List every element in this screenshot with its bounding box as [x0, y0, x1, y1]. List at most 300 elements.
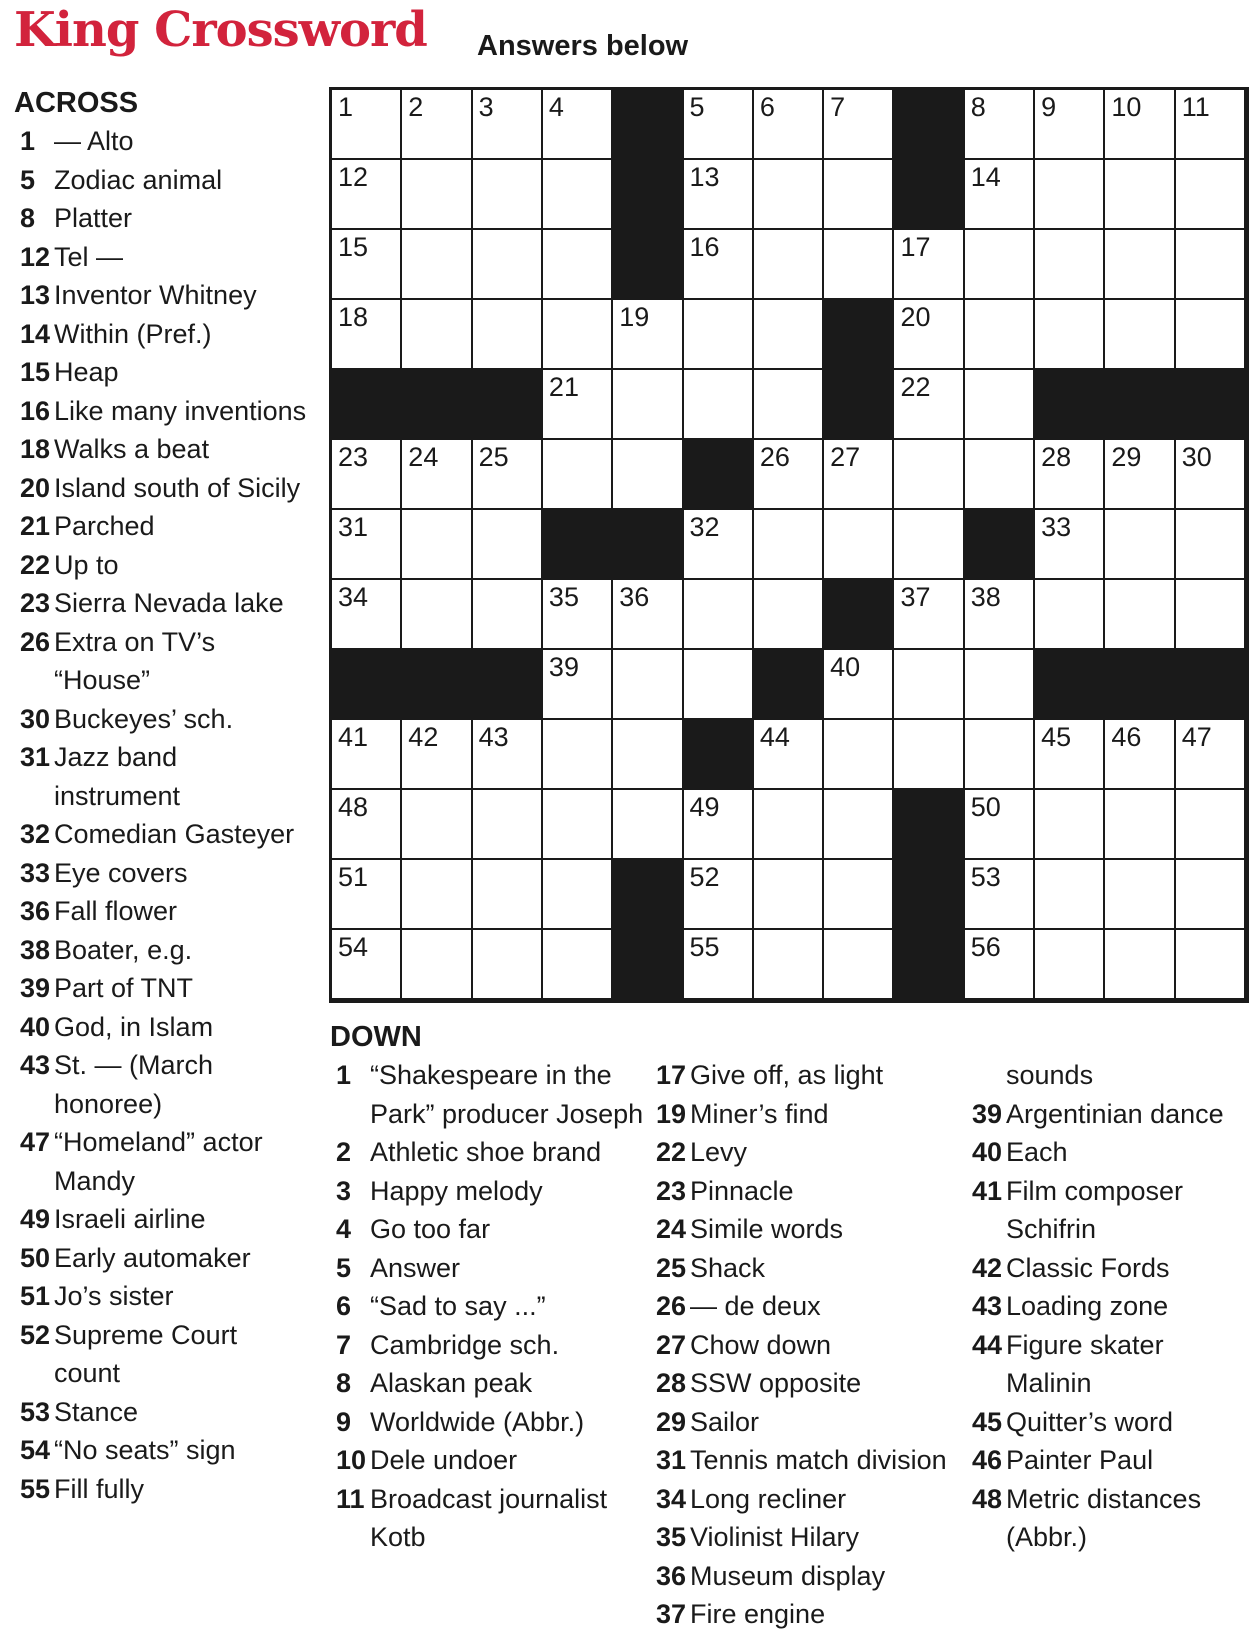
- grid-cell[interactable]: [894, 230, 964, 300]
- grid-cell[interactable]: [894, 370, 964, 440]
- cell-number: 39: [548, 652, 579, 682]
- grid-cell[interactable]: [543, 720, 613, 790]
- clue-item: [966, 1056, 1256, 1095]
- grid-cell[interactable]: [1105, 510, 1175, 580]
- grid-cell[interactable]: [754, 90, 824, 160]
- grid-cell[interactable]: [1176, 160, 1246, 230]
- cell-number: 12: [338, 162, 369, 192]
- clue-text: Tel —: [54, 241, 124, 272]
- grid-cell[interactable]: [1105, 300, 1175, 370]
- grid-cell[interactable]: [543, 300, 613, 370]
- clue-text: Figure skater Malinin: [1006, 1329, 1164, 1398]
- grid-cell[interactable]: [684, 370, 754, 440]
- grid-cell[interactable]: [684, 580, 754, 650]
- grid-cell[interactable]: [402, 510, 472, 580]
- clue-item: [14, 892, 314, 931]
- cell-number: 56: [970, 932, 1001, 962]
- grid-cell[interactable]: [1176, 860, 1246, 930]
- grid-black-square: [613, 510, 683, 580]
- down-clue-list: [966, 1056, 1256, 1557]
- grid-cell[interactable]: [402, 440, 472, 510]
- grid-black-square: [613, 90, 683, 160]
- grid-cell[interactable]: [1035, 790, 1105, 860]
- grid-cell[interactable]: [613, 370, 683, 440]
- cell-number: 40: [830, 652, 861, 682]
- clue-text: Comedian Gasteyer: [54, 819, 295, 849]
- grid-cell[interactable]: [543, 930, 613, 1000]
- clue-number: 29: [656, 1406, 687, 1437]
- grid-cell[interactable]: [543, 160, 613, 230]
- grid-cell[interactable]: [543, 580, 613, 650]
- grid-cell[interactable]: [473, 930, 543, 1000]
- cell-number: 44: [759, 722, 790, 752]
- cell-number: 1: [338, 92, 354, 122]
- grid-cell[interactable]: [1105, 90, 1175, 160]
- grid-black-square: [613, 860, 683, 930]
- grid-cell[interactable]: [824, 930, 894, 1000]
- grid-cell[interactable]: [332, 160, 402, 230]
- clue-text: “Shakespeare in the Park” producer Joseph: [370, 1060, 644, 1129]
- clue-text: — de deux: [690, 1291, 821, 1321]
- cell-number: 9: [1041, 92, 1057, 122]
- clue-text: Give off, as light: [690, 1060, 884, 1090]
- clue-number: 46: [972, 1445, 1003, 1475]
- grid-cell[interactable]: [613, 300, 683, 370]
- grid-cell[interactable]: [1176, 790, 1246, 860]
- grid-black-square: [1105, 370, 1175, 440]
- grid-cell[interactable]: [1035, 580, 1105, 650]
- cell-number: 51: [338, 862, 369, 892]
- grid-cell[interactable]: [754, 370, 824, 440]
- clue-item: [14, 546, 314, 585]
- clue-number: 48: [972, 1483, 1003, 1514]
- grid-cell[interactable]: [754, 300, 824, 370]
- grid-cell[interactable]: [613, 650, 683, 720]
- clue-item: [14, 1046, 314, 1123]
- clue-item: [650, 1403, 968, 1442]
- clue-item: [14, 392, 314, 431]
- grid-cell[interactable]: [684, 90, 754, 160]
- clue-text: Extra on TV’s “House”: [54, 626, 216, 695]
- cell-number: 15: [338, 232, 369, 262]
- clue-number: 28: [656, 1368, 687, 1398]
- grid-cell[interactable]: [1035, 720, 1105, 790]
- clue-text: Inventor Whitney: [54, 280, 257, 310]
- clue-item: [14, 469, 314, 508]
- clue-number: 20: [20, 472, 51, 503]
- grid-cell[interactable]: [473, 230, 543, 300]
- clue-text: Pinnacle: [690, 1175, 794, 1206]
- grid-black-square: [1176, 370, 1246, 440]
- clue-text: Fire engine: [690, 1599, 826, 1629]
- grid-cell[interactable]: [965, 790, 1035, 860]
- clue-number: 22: [656, 1137, 687, 1167]
- grid-black-square: [613, 160, 683, 230]
- grid-black-square: [684, 440, 754, 510]
- clue-item: [14, 738, 314, 815]
- grid-cell[interactable]: [684, 650, 754, 720]
- clue-item: [966, 1095, 1256, 1134]
- clue-text: Stance: [54, 1396, 139, 1427]
- grid-cell[interactable]: [543, 440, 613, 510]
- grid-cell[interactable]: [1105, 440, 1175, 510]
- grid-cell[interactable]: [543, 650, 613, 720]
- clue-number: 37: [656, 1599, 687, 1629]
- grid-black-square: [894, 860, 964, 930]
- grid-cell[interactable]: [684, 930, 754, 1000]
- grid-cell[interactable]: [473, 440, 543, 510]
- clue-text: Quitter’s word: [1006, 1406, 1174, 1437]
- clue-item: [650, 1364, 968, 1403]
- grid-cell[interactable]: [1105, 930, 1175, 1000]
- grid-cell[interactable]: [894, 440, 964, 510]
- clue-text: Violinist Hilary: [690, 1522, 860, 1552]
- grid-cell[interactable]: [1105, 580, 1175, 650]
- clue-item: [330, 1172, 650, 1211]
- grid-cell[interactable]: [402, 160, 472, 230]
- grid-cell[interactable]: [894, 300, 964, 370]
- grid-cell[interactable]: [1035, 510, 1105, 580]
- cell-number: 30: [1181, 442, 1212, 472]
- grid-cell[interactable]: [1176, 230, 1246, 300]
- clue-text: Loading zone: [1006, 1291, 1169, 1321]
- cell-number: 35: [548, 582, 579, 612]
- clue-text: Athletic shoe brand: [370, 1137, 602, 1167]
- clue-item: [330, 1133, 650, 1172]
- grid-cell[interactable]: [1176, 90, 1246, 160]
- grid-cell[interactable]: [473, 580, 543, 650]
- grid-cell[interactable]: [754, 440, 824, 510]
- grid-cell[interactable]: [824, 650, 894, 720]
- crossword-grid: [329, 87, 1249, 1003]
- clue-text: Part of TNT: [54, 973, 194, 1003]
- grid-cell[interactable]: [754, 790, 824, 860]
- grid-cell[interactable]: [402, 930, 472, 1000]
- clue-item: [14, 122, 314, 161]
- clue-text: — Alto: [54, 126, 134, 156]
- grid-black-square: [684, 720, 754, 790]
- grid-cell[interactable]: [894, 580, 964, 650]
- clue-text: Broadcast journalist Kotb: [370, 1483, 608, 1552]
- clue-item: [330, 1326, 650, 1365]
- grid-cell[interactable]: [543, 860, 613, 930]
- grid-cell[interactable]: [473, 90, 543, 160]
- grid-cell[interactable]: [1035, 90, 1105, 160]
- clue-item: [14, 1123, 314, 1200]
- grid-cell[interactable]: [613, 790, 683, 860]
- clue-number: 36: [20, 896, 51, 926]
- clue-item: [14, 1277, 314, 1316]
- clue-text: Cambridge sch.: [370, 1329, 560, 1360]
- grid-cell[interactable]: [684, 300, 754, 370]
- grid-cell[interactable]: [332, 720, 402, 790]
- cell-number: 24: [408, 442, 439, 472]
- cell-number: 5: [689, 92, 705, 122]
- clue-number: 12: [20, 241, 51, 272]
- clue-text: Each: [1006, 1137, 1068, 1167]
- grid-cell[interactable]: [1035, 300, 1105, 370]
- grid-cell[interactable]: [965, 860, 1035, 930]
- cell-number: 47: [1181, 722, 1212, 752]
- cell-number: 18: [338, 302, 369, 332]
- grid-cell[interactable]: [965, 230, 1035, 300]
- clue-number: 32: [20, 819, 51, 849]
- clue-number: 8: [336, 1368, 352, 1398]
- clue-item: [14, 854, 314, 893]
- cell-number: 33: [1041, 512, 1072, 542]
- grid-cell[interactable]: [332, 790, 402, 860]
- grid-cell[interactable]: [1176, 580, 1246, 650]
- clue-item: [330, 1480, 650, 1557]
- grid-cell[interactable]: [684, 230, 754, 300]
- grid-cell[interactable]: [754, 160, 824, 230]
- grid-cell[interactable]: [965, 300, 1035, 370]
- grid-cell[interactable]: [754, 720, 824, 790]
- clue-number: 31: [20, 742, 51, 772]
- clue-text: Miner’s find: [690, 1098, 829, 1129]
- cell-number: 28: [1041, 442, 1072, 472]
- grid-cell[interactable]: [684, 860, 754, 930]
- grid-cell[interactable]: [332, 580, 402, 650]
- clue-item: [966, 1133, 1256, 1172]
- cell-number: 36: [619, 582, 650, 612]
- grid-cell[interactable]: [332, 90, 402, 160]
- grid-cell[interactable]: [543, 90, 613, 160]
- grid-cell[interactable]: [1035, 440, 1105, 510]
- clue-text: Within (Pref.): [54, 318, 212, 349]
- grid-cell[interactable]: [473, 860, 543, 930]
- grid-cell[interactable]: [402, 300, 472, 370]
- clue-number: 27: [656, 1329, 687, 1360]
- grid-black-square: [613, 230, 683, 300]
- across-clue-list: [14, 122, 314, 1508]
- cell-number: 46: [1111, 722, 1142, 752]
- clue-text: Dele undoer: [370, 1445, 518, 1475]
- cell-number: 8: [970, 92, 986, 122]
- clue-item: [650, 1441, 968, 1480]
- clue-number: 38: [20, 934, 51, 965]
- grid-cell[interactable]: [754, 860, 824, 930]
- grid-black-square: [613, 930, 683, 1000]
- grid-cell[interactable]: [332, 230, 402, 300]
- grid-cell[interactable]: [824, 510, 894, 580]
- grid-cell[interactable]: [402, 720, 472, 790]
- clue-item: [14, 161, 314, 200]
- grid-cell[interactable]: [965, 440, 1035, 510]
- grid-cell[interactable]: [684, 510, 754, 580]
- clue-item: [14, 815, 314, 854]
- grid-cell[interactable]: [965, 90, 1035, 160]
- clue-number: 9: [336, 1406, 352, 1437]
- grid-cell[interactable]: [1176, 440, 1246, 510]
- clue-number: 23: [20, 588, 51, 618]
- cell-number: 14: [970, 162, 1001, 192]
- grid-black-square: [894, 90, 964, 160]
- grid-cell[interactable]: [402, 860, 472, 930]
- grid-cell[interactable]: [402, 90, 472, 160]
- grid-cell[interactable]: [613, 580, 683, 650]
- cell-number: 25: [478, 442, 509, 472]
- cell-number: 2: [408, 92, 424, 122]
- grid-cell[interactable]: [824, 160, 894, 230]
- grid-black-square: [824, 370, 894, 440]
- clue-text: Chow down: [690, 1329, 832, 1360]
- clue-number: 3: [336, 1175, 352, 1206]
- cell-number: 27: [830, 442, 861, 472]
- grid-black-square: [1035, 650, 1105, 720]
- clue-number: 51: [20, 1281, 51, 1311]
- clue-number: 25: [656, 1252, 687, 1283]
- clue-number: 43: [972, 1291, 1003, 1321]
- grid-cell[interactable]: [965, 930, 1035, 1000]
- clue-item: [650, 1133, 968, 1172]
- clue-text: Heap: [54, 357, 119, 387]
- down-clues-column-1: [330, 1018, 650, 1557]
- clue-item: [966, 1326, 1256, 1403]
- clue-text: Like many inventions: [54, 395, 307, 426]
- grid-cell[interactable]: [473, 510, 543, 580]
- grid-black-square: [473, 370, 543, 440]
- clue-text: Early automaker: [54, 1242, 251, 1273]
- grid-cell[interactable]: [965, 370, 1035, 440]
- grid-cell[interactable]: [332, 440, 402, 510]
- grid-cell[interactable]: [473, 720, 543, 790]
- grid-cell[interactable]: [684, 160, 754, 230]
- grid-cell[interactable]: [1035, 930, 1105, 1000]
- cell-number: 32: [689, 512, 720, 542]
- clue-text: Israeli airline: [54, 1204, 206, 1234]
- clue-number: 55: [20, 1473, 51, 1504]
- grid-cell[interactable]: [473, 790, 543, 860]
- cell-number: 20: [900, 302, 931, 332]
- clue-text: Jazz band instrument: [54, 742, 181, 811]
- grid-cell[interactable]: [1035, 860, 1105, 930]
- grid-cell[interactable]: [473, 300, 543, 370]
- grid-cell[interactable]: [1105, 160, 1175, 230]
- clue-item: [966, 1441, 1256, 1480]
- clue-item: [966, 1287, 1256, 1326]
- grid-cell[interactable]: [1105, 720, 1175, 790]
- grid-cell[interactable]: [1035, 230, 1105, 300]
- grid-cell[interactable]: [1176, 300, 1246, 370]
- clue-item: [330, 1403, 650, 1442]
- grid-cell[interactable]: [684, 790, 754, 860]
- grid-cell[interactable]: [543, 790, 613, 860]
- clue-text: Walks a beat: [54, 434, 210, 464]
- grid-cell[interactable]: [824, 440, 894, 510]
- clue-number: 2: [336, 1137, 352, 1167]
- clue-item: [14, 584, 314, 623]
- grid-cell[interactable]: [824, 90, 894, 160]
- grid-cell[interactable]: [754, 510, 824, 580]
- grid-cell[interactable]: [613, 440, 683, 510]
- clue-text: Up to: [54, 549, 119, 580]
- clue-item: [650, 1172, 968, 1211]
- grid-cell[interactable]: [1176, 510, 1246, 580]
- clue-number: 39: [20, 973, 51, 1003]
- clue-text: Fill fully: [54, 1473, 145, 1504]
- grid-cell[interactable]: [402, 580, 472, 650]
- clue-number: 18: [20, 434, 51, 464]
- clue-number: 50: [20, 1242, 51, 1273]
- cell-number: 13: [689, 162, 720, 192]
- grid-cell[interactable]: [402, 790, 472, 860]
- clue-text: Go too far: [370, 1214, 491, 1244]
- cell-number: 54: [338, 932, 369, 962]
- grid-cell[interactable]: [894, 510, 964, 580]
- grid-cell[interactable]: [965, 720, 1035, 790]
- grid-cell[interactable]: [1176, 720, 1246, 790]
- clue-text: Answer: [370, 1252, 461, 1283]
- clue-number: 26: [656, 1291, 687, 1321]
- cell-number: 38: [970, 582, 1001, 612]
- clue-item: [650, 1056, 968, 1095]
- clue-number: 14: [20, 318, 51, 349]
- clue-text: Zodiac animal: [54, 164, 223, 195]
- clue-text: Levy: [690, 1137, 748, 1167]
- grid-cell[interactable]: [965, 160, 1035, 230]
- grid-cell[interactable]: [1035, 160, 1105, 230]
- grid-cell[interactable]: [332, 930, 402, 1000]
- grid-cell[interactable]: [824, 790, 894, 860]
- cell-number: 26: [759, 442, 790, 472]
- clue-number: 7: [336, 1329, 352, 1360]
- grid-cell[interactable]: [1105, 790, 1175, 860]
- clue-number: 53: [20, 1396, 51, 1427]
- grid-cell[interactable]: [824, 860, 894, 930]
- grid-cell[interactable]: [402, 230, 472, 300]
- clue-number: 39: [972, 1098, 1003, 1129]
- clue-item: [14, 238, 314, 277]
- grid-cell[interactable]: [543, 370, 613, 440]
- grid-cell[interactable]: [754, 580, 824, 650]
- cell-number: 48: [338, 792, 369, 822]
- grid-cell[interactable]: [1176, 930, 1246, 1000]
- clue-item: [966, 1249, 1256, 1288]
- grid-black-square: [894, 160, 964, 230]
- grid-black-square: [402, 370, 472, 440]
- grid-cell[interactable]: [1105, 230, 1175, 300]
- clue-number: 8: [20, 203, 36, 233]
- grid-cell[interactable]: [894, 720, 964, 790]
- grid-cell[interactable]: [332, 860, 402, 930]
- grid-cell[interactable]: [824, 720, 894, 790]
- clue-item: [330, 1249, 650, 1288]
- clue-item: [14, 430, 314, 469]
- grid-cell[interactable]: [1105, 860, 1175, 930]
- clue-number: 10: [336, 1445, 367, 1475]
- grid-cell[interactable]: [543, 230, 613, 300]
- grid-cell[interactable]: [613, 720, 683, 790]
- clue-item: [14, 1470, 314, 1509]
- grid-cell[interactable]: [332, 510, 402, 580]
- grid-black-square: [1035, 370, 1105, 440]
- grid-black-square: [543, 510, 613, 580]
- grid-cell[interactable]: [754, 930, 824, 1000]
- grid-cell[interactable]: [965, 650, 1035, 720]
- grid-cell[interactable]: [824, 230, 894, 300]
- grid-cell[interactable]: [332, 300, 402, 370]
- clue-text: Supreme Court count: [54, 1319, 238, 1388]
- grid-cell[interactable]: [894, 650, 964, 720]
- cell-number: 17: [900, 232, 931, 262]
- clue-item: [650, 1518, 968, 1557]
- grid-cell[interactable]: [965, 580, 1035, 650]
- clue-number: 49: [20, 1204, 51, 1234]
- grid-cell[interactable]: [754, 230, 824, 300]
- grid-cell[interactable]: [473, 160, 543, 230]
- grid-black-square: [1105, 650, 1175, 720]
